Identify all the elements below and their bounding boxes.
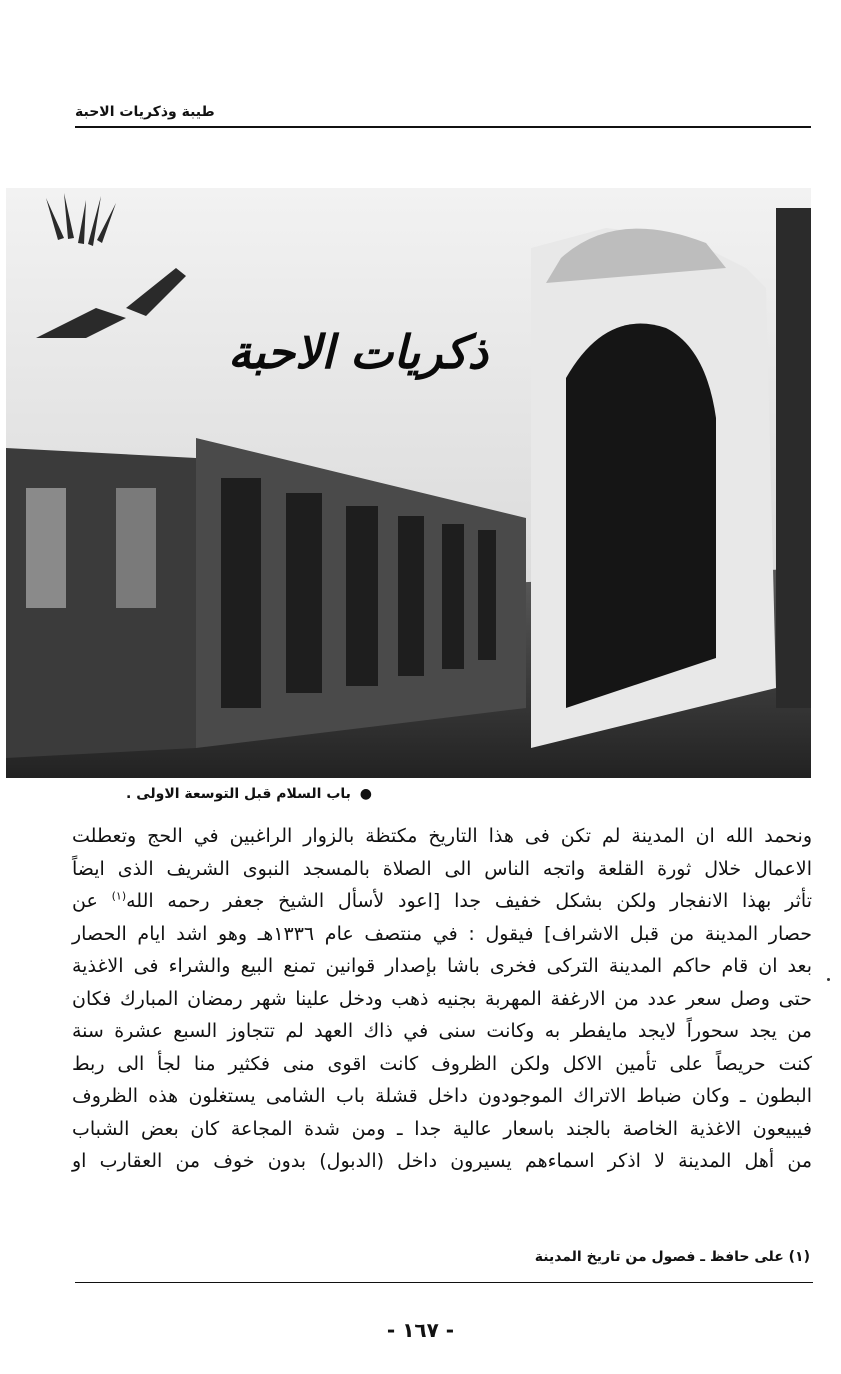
body-line-9: البطون ـ وكان ضباط الاتراك الموجودون داخل قشلة باب الشامى يستغلون هذه الظروف [72, 1085, 812, 1107]
footnote-rule [75, 1282, 813, 1283]
body-line-10: فيبيعون الاغذية الخاصة بالجند باسعار عالية جدا ـ ومن شدة المجاعة كان بعض الشباب [72, 1117, 812, 1140]
body-line-1: ونحمد الله ان المدينة لم تكن فى هذا التاريخ مكتظة بالزوار الراغبين في الحج وتعطلت [72, 825, 812, 847]
caption-text: باب السلام قبل التوسعة الاولى . [126, 786, 351, 802]
body-line-2: الاعمال خلال ثورة القلعة واتجه الناس الى الصلاة بالمسجد النبوى الشريف الذى ايضاً [72, 857, 812, 880]
body-line-3-text: تأثر بهذا الانفجار ولكن بشكل خفيف جدا [اعود لأسأل الشيخ جعفر رحمه الله [126, 890, 812, 912]
body-line-11: من أهل المدينة لا اذكر اسماءهم يسيرون داخل (الدبول) بدون خوف من العقارب او [72, 1150, 812, 1172]
header-rule [75, 126, 811, 128]
running-head: طيبة وذكريات الاحبة [75, 104, 215, 120]
body-paragraph [72, 820, 812, 1178]
historic-photo [6, 188, 811, 778]
body-line-6: حتى وصل سعر عدد من الارغفة المهربة بجنيه ذهب ودخل علينا شهر رمضان المبارك فكان [72, 987, 812, 1010]
margin-mark [827, 978, 830, 981]
body-line-8: كنت حريصاً على تأمين الاكل ولكن الظروف كانت اقوى منى فكثير منا لجأ الى ربط [72, 1052, 812, 1075]
photo-overlay-title: ذكريات الاحبة [228, 325, 488, 379]
footnote-marker: (١) [111, 889, 127, 903]
footnote: (١) على حافظ ـ فصول من تاريخ المدينة [534, 1249, 810, 1265]
body-line-7: من يجد سحوراً لايجد مايفطر به وكانت سنى في ذاك العهد لم تتجاوز السبع عشرة سنة [72, 1020, 812, 1042]
caption-bullet-icon: ● [359, 786, 372, 802]
body-line-3 [72, 885, 812, 918]
body-line-3-tail: عن [72, 890, 98, 912]
body-line-5: بعد ان قام حاكم المدينة التركى فخرى باشا بإصدار قوانين تمنع البيع والشراء فى الاغذية [72, 955, 812, 977]
photo-caption [72, 786, 372, 802]
page-number: - ١٦٧ - [386, 1318, 455, 1342]
body-line-4: حصار المدينة من قبل الاشراف] فيقول : في منتصف عام ١٣٣٦هـ وهو اشد ايام الحصار [72, 922, 812, 945]
